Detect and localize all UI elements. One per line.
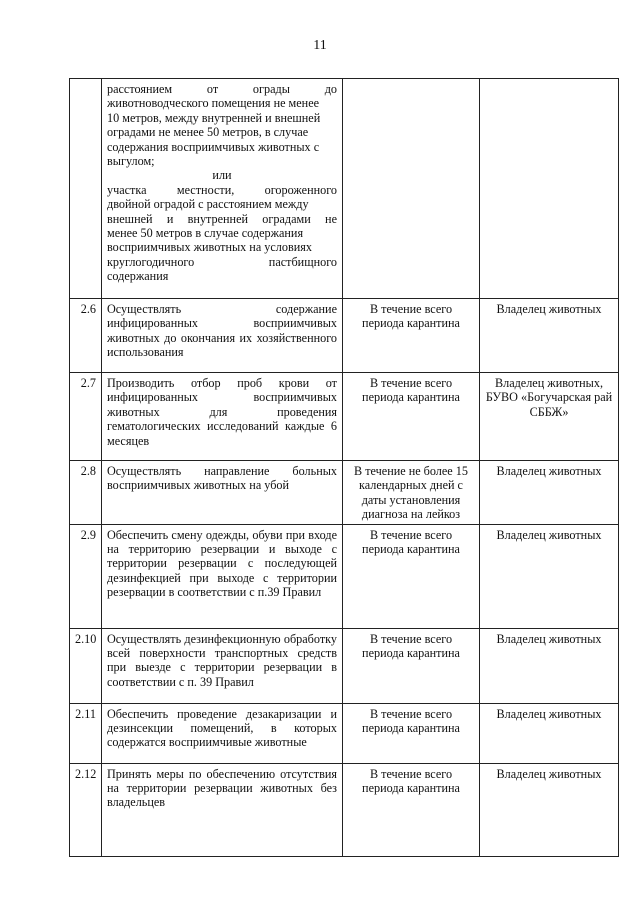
action-line: 10 метров, между внутренней и внешней <box>107 110 321 125</box>
action-cell: Производить отбор проб крови от инфицированных восприимчивых животных для проведения гематологических исследований каждые 6 месяцев <box>102 373 343 461</box>
row-number-cell: 2.11 <box>70 703 102 763</box>
action-line: животноводческого помещения не менее <box>107 96 320 111</box>
action-cell: Обеспечить проведение дезакаризации и дезинсекции помещений, в которых содержатся восприимчивые животные <box>102 703 343 763</box>
row-number-cell <box>70 79 102 299</box>
action-line: содержания восприимчивых животных с <box>107 139 320 154</box>
term-cell: В течение всего периода карантина <box>343 373 480 461</box>
action-cell: Обеспечить смену одежды, обуви при входе на территорию резервации и выходе с территории резервации с последующей дезинфекцией при выходе с территории резервации в соответствии с п.39 Правил <box>102 524 343 628</box>
action-line: внешней и внутренней оградами не <box>107 211 337 226</box>
page-number: 11 <box>313 38 327 53</box>
table-row <box>70 763 619 856</box>
measures-table <box>69 78 619 857</box>
term-cell <box>343 79 480 299</box>
table-row <box>70 299 619 373</box>
responsible-cell: Владелец животных <box>480 703 619 763</box>
row-number-cell: 2.12 <box>70 763 102 856</box>
row-number-cell: 2.6 <box>70 299 102 373</box>
row-number-cell: 2.7 <box>70 373 102 461</box>
row-number-cell: 2.8 <box>70 461 102 525</box>
responsible-cell: Владелец животных <box>480 524 619 628</box>
responsible-cell: Владелец животных <box>480 461 619 525</box>
table-row <box>70 628 619 703</box>
responsible-cell: Владелец животных <box>480 763 619 856</box>
table-row-continued <box>70 79 619 299</box>
term-cell: В течение всего периода карантина <box>343 299 480 373</box>
action-cell <box>102 79 343 299</box>
table-row <box>70 461 619 525</box>
action-line: круглогодичного пастбищного <box>107 254 337 269</box>
action-cell: Принять меры по обеспечению отсутствия на территории резервации животных без владельцев <box>102 763 343 856</box>
responsible-cell: Владелец животных, БУВО «Богучарская рай СББЖ» <box>480 373 619 461</box>
term-cell: В течение всего периода карантина <box>343 628 480 703</box>
action-line: менее 50 метров в случае содержания <box>107 226 304 241</box>
term-cell: В течение всего периода карантина <box>343 703 480 763</box>
term-cell: В течение всего периода карантина <box>343 763 480 856</box>
action-line: выгулом; <box>107 154 155 169</box>
action-cell: Осуществлять дезинфекционную обработку всей поверхности транспортных средств при выезде с территории резервации в соответствии с п. 39 Правил <box>102 628 343 703</box>
action-line: оградами не менее 50 метров, в случае <box>107 125 309 140</box>
responsible-cell: Владелец животных <box>480 628 619 703</box>
term-cell: В течение всего периода карантина <box>343 524 480 628</box>
action-cell: Осуществлять содержание инфицированных восприимчивых животных до окончания их хозяйственного использования <box>102 299 343 373</box>
table-row <box>70 373 619 461</box>
action-line: расстоянием от ограды до <box>107 82 337 96</box>
row-number-cell: 2.9 <box>70 524 102 628</box>
action-line: или <box>212 168 232 183</box>
row-number-cell: 2.10 <box>70 628 102 703</box>
action-line: восприимчивых животных на условиях <box>107 240 312 255</box>
action-line: двойной оградой с расстоянием между <box>107 197 309 212</box>
action-line: участка местности, огороженного <box>107 182 337 197</box>
table-row <box>70 524 619 628</box>
action-cell: Осуществлять направление больных восприимчивых животных на убой <box>102 461 343 525</box>
responsible-cell <box>480 79 619 299</box>
term-cell: В течение не более 15 календарных дней с даты установления диагноза на лейкоз <box>343 461 480 525</box>
table-row <box>70 703 619 763</box>
responsible-cell: Владелец животных <box>480 299 619 373</box>
action-line: содержания <box>107 269 169 284</box>
